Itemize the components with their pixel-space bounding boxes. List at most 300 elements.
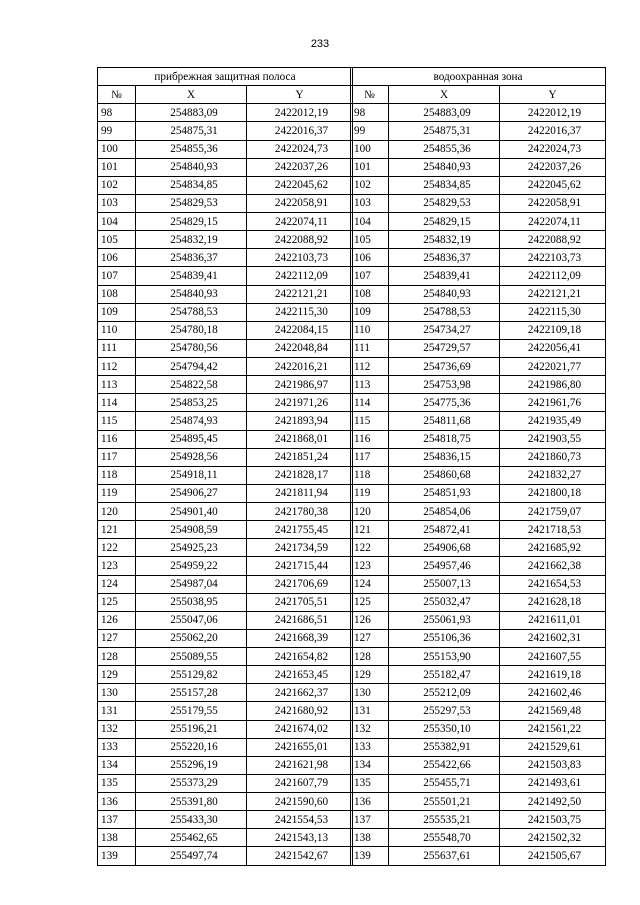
table-row bbox=[98, 321, 353, 339]
table-row bbox=[98, 140, 353, 158]
y-coordinate-cell: 2421828,17 bbox=[247, 466, 353, 484]
point-number-cell: 114 bbox=[98, 394, 136, 412]
point-number-cell: 131 bbox=[98, 702, 136, 720]
x-coordinate-cell: 254906,27 bbox=[136, 484, 247, 502]
x-coordinate-cell: 254987,04 bbox=[136, 575, 247, 593]
y-coordinate-cell: 2421734,59 bbox=[247, 539, 353, 557]
coastal-protection-strip-table bbox=[97, 67, 353, 866]
table-title-row bbox=[351, 68, 606, 86]
point-number-cell: 98 bbox=[351, 104, 389, 122]
table-row bbox=[98, 122, 353, 140]
point-number-cell: 102 bbox=[351, 176, 389, 194]
column-header-y: Y bbox=[500, 86, 606, 104]
x-coordinate-cell: 254734,27 bbox=[389, 321, 500, 339]
point-number-cell: 134 bbox=[351, 756, 389, 774]
point-number-cell: 114 bbox=[351, 394, 389, 412]
x-coordinate-cell: 254839,41 bbox=[136, 267, 247, 285]
point-number-cell: 123 bbox=[351, 557, 389, 575]
table-row bbox=[98, 249, 353, 267]
y-coordinate-cell: 2421561,22 bbox=[500, 720, 606, 738]
point-number-cell: 137 bbox=[351, 811, 389, 829]
table-row bbox=[351, 847, 606, 865]
point-number-cell: 100 bbox=[98, 140, 136, 158]
point-number-cell: 118 bbox=[98, 466, 136, 484]
x-coordinate-cell: 255637,61 bbox=[389, 847, 500, 865]
table-row bbox=[98, 339, 353, 357]
table-row bbox=[351, 811, 606, 829]
point-number-cell: 124 bbox=[351, 575, 389, 593]
y-coordinate-cell: 2422088,92 bbox=[247, 231, 353, 249]
y-coordinate-cell: 2422058,91 bbox=[247, 194, 353, 212]
y-coordinate-cell: 2422115,30 bbox=[247, 303, 353, 321]
y-coordinate-cell: 2422112,09 bbox=[500, 267, 606, 285]
table-row bbox=[98, 539, 353, 557]
table-row bbox=[351, 158, 606, 176]
table-row bbox=[351, 303, 606, 321]
table-row bbox=[98, 412, 353, 430]
x-coordinate-cell: 255106,36 bbox=[389, 629, 500, 647]
x-coordinate-cell: 255535,21 bbox=[389, 811, 500, 829]
y-coordinate-cell: 2421619,18 bbox=[500, 666, 606, 684]
table-row bbox=[351, 122, 606, 140]
table-row bbox=[351, 194, 606, 212]
y-coordinate-cell: 2421759,07 bbox=[500, 503, 606, 521]
y-coordinate-cell: 2422084,15 bbox=[247, 321, 353, 339]
x-coordinate-cell: 254829,53 bbox=[136, 194, 247, 212]
x-coordinate-cell: 254832,19 bbox=[389, 231, 500, 249]
table-row bbox=[351, 684, 606, 702]
y-coordinate-cell: 2422016,21 bbox=[247, 358, 353, 376]
x-coordinate-cell: 255422,66 bbox=[389, 756, 500, 774]
point-number-cell: 103 bbox=[98, 194, 136, 212]
y-coordinate-cell: 2422103,73 bbox=[247, 249, 353, 267]
table-row bbox=[98, 448, 353, 466]
x-coordinate-cell: 255196,21 bbox=[136, 720, 247, 738]
x-coordinate-cell: 255179,55 bbox=[136, 702, 247, 720]
x-coordinate-cell: 255373,29 bbox=[136, 774, 247, 792]
y-coordinate-cell: 2421655,01 bbox=[247, 738, 353, 756]
point-number-cell: 112 bbox=[98, 358, 136, 376]
point-number-cell: 111 bbox=[351, 339, 389, 357]
x-coordinate-cell: 254829,15 bbox=[136, 213, 247, 231]
point-number-cell: 122 bbox=[351, 539, 389, 557]
y-coordinate-cell: 2421602,46 bbox=[500, 684, 606, 702]
x-coordinate-cell: 254829,15 bbox=[389, 213, 500, 231]
x-coordinate-cell: 254832,19 bbox=[136, 231, 247, 249]
table-row bbox=[98, 629, 353, 647]
point-number-cell: 129 bbox=[351, 666, 389, 684]
table-row bbox=[98, 176, 353, 194]
x-coordinate-cell: 254851,93 bbox=[389, 484, 500, 502]
point-number-cell: 104 bbox=[98, 213, 136, 231]
table-row bbox=[98, 231, 353, 249]
point-number-cell: 132 bbox=[98, 720, 136, 738]
point-number-cell: 100 bbox=[351, 140, 389, 158]
y-coordinate-cell: 2421628,18 bbox=[500, 593, 606, 611]
table-row bbox=[98, 104, 353, 122]
point-number-cell: 119 bbox=[351, 484, 389, 502]
x-coordinate-cell: 254836,37 bbox=[389, 249, 500, 267]
y-coordinate-cell: 2422012,19 bbox=[247, 104, 353, 122]
point-number-cell: 126 bbox=[98, 611, 136, 629]
y-coordinate-cell: 2422074,11 bbox=[500, 213, 606, 231]
y-coordinate-cell: 2421680,92 bbox=[247, 702, 353, 720]
table-header-row bbox=[351, 86, 606, 104]
table-row bbox=[351, 738, 606, 756]
table-row bbox=[351, 339, 606, 357]
column-header-number: № bbox=[98, 86, 136, 104]
x-coordinate-cell: 254840,93 bbox=[389, 285, 500, 303]
y-coordinate-cell: 2421554,53 bbox=[247, 811, 353, 829]
x-coordinate-cell: 254959,22 bbox=[136, 557, 247, 575]
point-number-cell: 135 bbox=[351, 774, 389, 792]
table-row bbox=[351, 358, 606, 376]
table-row bbox=[351, 213, 606, 231]
table-row bbox=[351, 285, 606, 303]
column-header-x: X bbox=[389, 86, 500, 104]
point-number-cell: 107 bbox=[98, 267, 136, 285]
y-coordinate-cell: 2421860,73 bbox=[500, 448, 606, 466]
table-row bbox=[98, 503, 353, 521]
y-coordinate-cell: 2421685,92 bbox=[500, 539, 606, 557]
table-row bbox=[351, 430, 606, 448]
x-coordinate-cell: 254840,93 bbox=[389, 158, 500, 176]
x-coordinate-cell: 255062,20 bbox=[136, 629, 247, 647]
table-row bbox=[351, 611, 606, 629]
table-row bbox=[351, 376, 606, 394]
y-coordinate-cell: 2421607,55 bbox=[500, 648, 606, 666]
point-number-cell: 106 bbox=[98, 249, 136, 267]
point-number-cell: 120 bbox=[98, 503, 136, 521]
y-coordinate-cell: 2421986,80 bbox=[500, 376, 606, 394]
y-coordinate-cell: 2422024,73 bbox=[500, 140, 606, 158]
table-title: водоохранная зона bbox=[351, 68, 606, 86]
table-body bbox=[98, 104, 353, 865]
x-coordinate-cell: 254872,41 bbox=[389, 521, 500, 539]
x-coordinate-cell: 254729,57 bbox=[389, 339, 500, 357]
y-coordinate-cell: 2422048,84 bbox=[247, 339, 353, 357]
column-header-x: X bbox=[136, 86, 247, 104]
y-coordinate-cell: 2421621,98 bbox=[247, 756, 353, 774]
y-coordinate-cell: 2421686,51 bbox=[247, 611, 353, 629]
point-number-cell: 134 bbox=[98, 756, 136, 774]
table-title-row bbox=[98, 68, 353, 86]
table-row bbox=[351, 484, 606, 502]
y-coordinate-cell: 2422016,37 bbox=[247, 122, 353, 140]
point-number-cell: 121 bbox=[351, 521, 389, 539]
x-coordinate-cell: 254840,93 bbox=[136, 158, 247, 176]
x-coordinate-cell: 254788,53 bbox=[136, 303, 247, 321]
point-number-cell: 106 bbox=[351, 249, 389, 267]
table-row bbox=[351, 267, 606, 285]
table-row bbox=[351, 448, 606, 466]
table-title: прибрежная защитная полоса bbox=[98, 68, 353, 86]
point-number-cell: 127 bbox=[98, 629, 136, 647]
table-row bbox=[351, 557, 606, 575]
table-row bbox=[351, 829, 606, 847]
x-coordinate-cell: 254829,53 bbox=[389, 194, 500, 212]
x-coordinate-cell: 255061,93 bbox=[389, 611, 500, 629]
x-coordinate-cell: 255497,74 bbox=[136, 847, 247, 865]
y-coordinate-cell: 2422121,21 bbox=[500, 285, 606, 303]
point-number-cell: 132 bbox=[351, 720, 389, 738]
table-row bbox=[98, 376, 353, 394]
x-coordinate-cell: 254908,59 bbox=[136, 521, 247, 539]
x-coordinate-cell: 254875,31 bbox=[389, 122, 500, 140]
x-coordinate-cell: 254906,68 bbox=[389, 539, 500, 557]
point-number-cell: 125 bbox=[351, 593, 389, 611]
y-coordinate-cell: 2421832,27 bbox=[500, 466, 606, 484]
x-coordinate-cell: 255129,82 bbox=[136, 666, 247, 684]
point-number-cell: 109 bbox=[98, 303, 136, 321]
x-coordinate-cell: 254875,31 bbox=[136, 122, 247, 140]
x-coordinate-cell: 255433,30 bbox=[136, 811, 247, 829]
table-row bbox=[98, 303, 353, 321]
x-coordinate-cell: 254928,56 bbox=[136, 448, 247, 466]
y-coordinate-cell: 2421780,38 bbox=[247, 503, 353, 521]
point-number-cell: 99 bbox=[351, 122, 389, 140]
table-row bbox=[351, 756, 606, 774]
table-row bbox=[351, 575, 606, 593]
table-row bbox=[351, 720, 606, 738]
y-coordinate-cell: 2422045,62 bbox=[500, 176, 606, 194]
point-number-cell: 115 bbox=[351, 412, 389, 430]
y-coordinate-cell: 2422109,18 bbox=[500, 321, 606, 339]
x-coordinate-cell: 254925,23 bbox=[136, 539, 247, 557]
point-number-cell: 104 bbox=[351, 213, 389, 231]
point-number-cell: 120 bbox=[351, 503, 389, 521]
y-coordinate-cell: 2422056,41 bbox=[500, 339, 606, 357]
table-row bbox=[351, 774, 606, 792]
y-coordinate-cell: 2422074,11 bbox=[247, 213, 353, 231]
x-coordinate-cell: 254794,42 bbox=[136, 358, 247, 376]
point-number-cell: 103 bbox=[351, 194, 389, 212]
point-number-cell: 116 bbox=[98, 430, 136, 448]
point-number-cell: 133 bbox=[351, 738, 389, 756]
y-coordinate-cell: 2422103,73 bbox=[500, 249, 606, 267]
table-row bbox=[98, 521, 353, 539]
table-row bbox=[98, 829, 353, 847]
y-coordinate-cell: 2422037,26 bbox=[500, 158, 606, 176]
table-row bbox=[351, 702, 606, 720]
y-coordinate-cell: 2422112,09 bbox=[247, 267, 353, 285]
table-row bbox=[351, 394, 606, 412]
y-coordinate-cell: 2421903,55 bbox=[500, 430, 606, 448]
table-row bbox=[351, 539, 606, 557]
point-number-cell: 105 bbox=[98, 231, 136, 249]
x-coordinate-cell: 255157,28 bbox=[136, 684, 247, 702]
point-number-cell: 127 bbox=[351, 629, 389, 647]
table-row bbox=[351, 521, 606, 539]
point-number-cell: 101 bbox=[98, 158, 136, 176]
point-number-cell: 130 bbox=[351, 684, 389, 702]
x-coordinate-cell: 255501,21 bbox=[389, 793, 500, 811]
table-row bbox=[98, 720, 353, 738]
point-number-cell: 124 bbox=[98, 575, 136, 593]
y-coordinate-cell: 2422037,26 bbox=[247, 158, 353, 176]
table-body bbox=[351, 104, 606, 865]
table-row bbox=[351, 593, 606, 611]
point-number-cell: 110 bbox=[98, 321, 136, 339]
point-number-cell: 133 bbox=[98, 738, 136, 756]
table-row bbox=[98, 611, 353, 629]
point-number-cell: 130 bbox=[98, 684, 136, 702]
point-number-cell: 137 bbox=[98, 811, 136, 829]
y-coordinate-cell: 2421668,39 bbox=[247, 629, 353, 647]
point-number-cell: 139 bbox=[98, 847, 136, 865]
table-row bbox=[98, 575, 353, 593]
y-coordinate-cell: 2421662,37 bbox=[247, 684, 353, 702]
y-coordinate-cell: 2421607,79 bbox=[247, 774, 353, 792]
column-header-y: Y bbox=[247, 86, 353, 104]
x-coordinate-cell: 254736,69 bbox=[389, 358, 500, 376]
point-number-cell: 126 bbox=[351, 611, 389, 629]
table-row bbox=[351, 503, 606, 521]
point-number-cell: 117 bbox=[351, 448, 389, 466]
y-coordinate-cell: 2422024,73 bbox=[247, 140, 353, 158]
y-coordinate-cell: 2422045,62 bbox=[247, 176, 353, 194]
point-number-cell: 138 bbox=[98, 829, 136, 847]
column-header-number: № bbox=[351, 86, 389, 104]
y-coordinate-cell: 2421971,26 bbox=[247, 394, 353, 412]
table-row bbox=[98, 702, 353, 720]
x-coordinate-cell: 254853,25 bbox=[136, 394, 247, 412]
table-row bbox=[98, 847, 353, 865]
point-number-cell: 112 bbox=[351, 358, 389, 376]
x-coordinate-cell: 254874,93 bbox=[136, 412, 247, 430]
table-row bbox=[98, 213, 353, 231]
y-coordinate-cell: 2421868,01 bbox=[247, 430, 353, 448]
x-coordinate-cell: 254901,40 bbox=[136, 503, 247, 521]
x-coordinate-cell: 255038,95 bbox=[136, 593, 247, 611]
point-number-cell: 111 bbox=[98, 339, 136, 357]
table-row bbox=[98, 648, 353, 666]
y-coordinate-cell: 2421674,02 bbox=[247, 720, 353, 738]
point-number-cell: 139 bbox=[351, 847, 389, 865]
table-row bbox=[98, 358, 353, 376]
x-coordinate-cell: 255182,47 bbox=[389, 666, 500, 684]
page-number: 233 bbox=[310, 38, 330, 50]
y-coordinate-cell: 2422021,77 bbox=[500, 358, 606, 376]
point-number-cell: 99 bbox=[98, 122, 136, 140]
y-coordinate-cell: 2422016,37 bbox=[500, 122, 606, 140]
x-coordinate-cell: 254883,09 bbox=[136, 104, 247, 122]
point-number-cell: 109 bbox=[351, 303, 389, 321]
x-coordinate-cell: 254834,85 bbox=[136, 176, 247, 194]
table-row bbox=[98, 756, 353, 774]
x-coordinate-cell: 254753,98 bbox=[389, 376, 500, 394]
table-row bbox=[98, 430, 353, 448]
y-coordinate-cell: 2421715,44 bbox=[247, 557, 353, 575]
x-coordinate-cell: 254836,37 bbox=[136, 249, 247, 267]
y-coordinate-cell: 2421961,76 bbox=[500, 394, 606, 412]
y-coordinate-cell: 2421569,48 bbox=[500, 702, 606, 720]
point-number-cell: 129 bbox=[98, 666, 136, 684]
table-row bbox=[98, 394, 353, 412]
point-number-cell: 131 bbox=[351, 702, 389, 720]
y-coordinate-cell: 2421529,61 bbox=[500, 738, 606, 756]
y-coordinate-cell: 2421543,13 bbox=[247, 829, 353, 847]
point-number-cell: 115 bbox=[98, 412, 136, 430]
x-coordinate-cell: 254834,85 bbox=[389, 176, 500, 194]
x-coordinate-cell: 255047,06 bbox=[136, 611, 247, 629]
x-coordinate-cell: 255548,70 bbox=[389, 829, 500, 847]
point-number-cell: 113 bbox=[351, 376, 389, 394]
y-coordinate-cell: 2421811,94 bbox=[247, 484, 353, 502]
y-coordinate-cell: 2421542,67 bbox=[247, 847, 353, 865]
table-row bbox=[351, 321, 606, 339]
point-number-cell: 128 bbox=[98, 648, 136, 666]
x-coordinate-cell: 254811,68 bbox=[389, 412, 500, 430]
x-coordinate-cell: 255455,71 bbox=[389, 774, 500, 792]
point-number-cell: 107 bbox=[351, 267, 389, 285]
y-coordinate-cell: 2421935,49 bbox=[500, 412, 606, 430]
table-row bbox=[351, 793, 606, 811]
table-row bbox=[351, 104, 606, 122]
table-row bbox=[98, 466, 353, 484]
x-coordinate-cell: 255350,10 bbox=[389, 720, 500, 738]
point-number-cell: 136 bbox=[351, 793, 389, 811]
x-coordinate-cell: 254780,18 bbox=[136, 321, 247, 339]
y-coordinate-cell: 2421718,53 bbox=[500, 521, 606, 539]
point-number-cell: 118 bbox=[351, 466, 389, 484]
y-coordinate-cell: 2422115,30 bbox=[500, 303, 606, 321]
x-coordinate-cell: 254860,68 bbox=[389, 466, 500, 484]
table-row bbox=[351, 466, 606, 484]
table-row bbox=[98, 158, 353, 176]
x-coordinate-cell: 254918,11 bbox=[136, 466, 247, 484]
x-coordinate-cell: 254957,46 bbox=[389, 557, 500, 575]
point-number-cell: 119 bbox=[98, 484, 136, 502]
point-number-cell: 102 bbox=[98, 176, 136, 194]
table-row bbox=[98, 774, 353, 792]
y-coordinate-cell: 2421893,94 bbox=[247, 412, 353, 430]
table-row bbox=[98, 684, 353, 702]
point-number-cell: 135 bbox=[98, 774, 136, 792]
y-coordinate-cell: 2421502,32 bbox=[500, 829, 606, 847]
table-row bbox=[98, 484, 353, 502]
x-coordinate-cell: 255462,65 bbox=[136, 829, 247, 847]
table-row bbox=[351, 629, 606, 647]
point-number-cell: 136 bbox=[98, 793, 136, 811]
table-row bbox=[351, 648, 606, 666]
x-coordinate-cell: 255032,47 bbox=[389, 593, 500, 611]
table-row bbox=[98, 666, 353, 684]
y-coordinate-cell: 2421654,82 bbox=[247, 648, 353, 666]
y-coordinate-cell: 2421986,97 bbox=[247, 376, 353, 394]
x-coordinate-cell: 255391,80 bbox=[136, 793, 247, 811]
y-coordinate-cell: 2421492,50 bbox=[500, 793, 606, 811]
table-row bbox=[351, 231, 606, 249]
y-coordinate-cell: 2421590,60 bbox=[247, 793, 353, 811]
x-coordinate-cell: 254775,36 bbox=[389, 394, 500, 412]
point-number-cell: 110 bbox=[351, 321, 389, 339]
x-coordinate-cell: 255153,90 bbox=[389, 648, 500, 666]
y-coordinate-cell: 2421503,75 bbox=[500, 811, 606, 829]
point-number-cell: 125 bbox=[98, 593, 136, 611]
x-coordinate-cell: 254818,75 bbox=[389, 430, 500, 448]
x-coordinate-cell: 254836,15 bbox=[389, 448, 500, 466]
x-coordinate-cell: 254780,56 bbox=[136, 339, 247, 357]
y-coordinate-cell: 2422012,19 bbox=[500, 104, 606, 122]
x-coordinate-cell: 255007,13 bbox=[389, 575, 500, 593]
table-row bbox=[98, 285, 353, 303]
x-coordinate-cell: 254854,06 bbox=[389, 503, 500, 521]
table-row bbox=[98, 811, 353, 829]
point-number-cell: 121 bbox=[98, 521, 136, 539]
table-row bbox=[98, 593, 353, 611]
table-row bbox=[351, 249, 606, 267]
